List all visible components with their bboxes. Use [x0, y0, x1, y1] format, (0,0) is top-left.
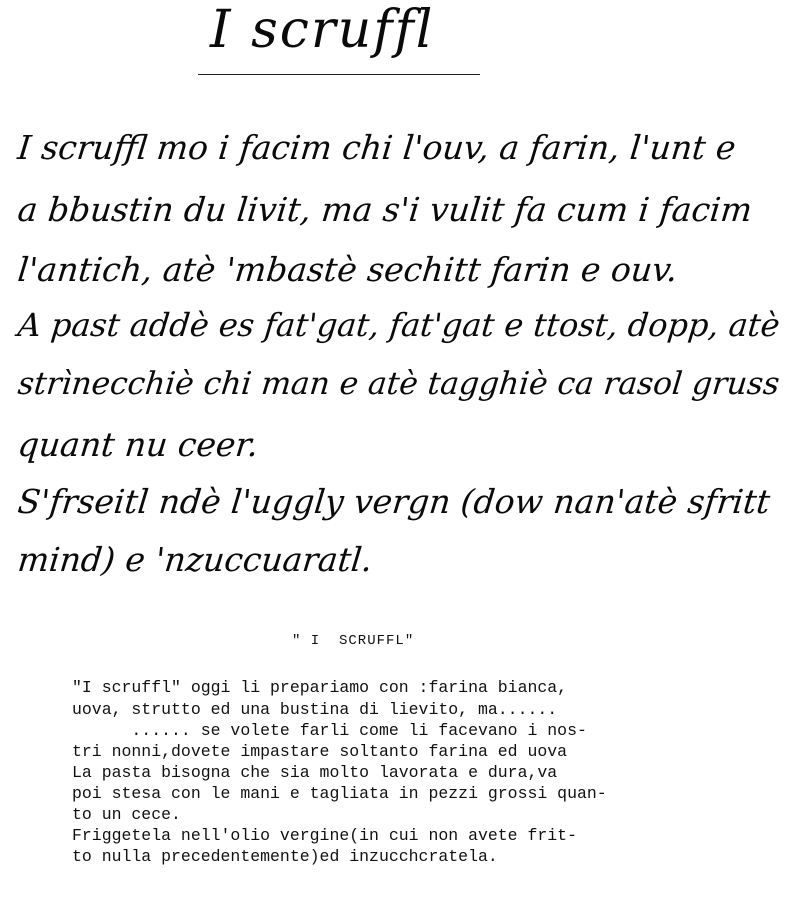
handwritten-line: quant nu ceer.	[15, 425, 261, 464]
typed-line: to nulla precedentemente)ed inzucchcratela.	[72, 847, 498, 866]
typed-line: "I scruffl" oggi li prepariamo con :farina bianca,	[72, 678, 568, 697]
handwritten-line: mind) e 'nzuccuaratl.	[15, 540, 375, 579]
handwritten-title: I scruffl	[210, 0, 435, 60]
handwritten-line: l'antich, atè 'mbastè sechitt farin e ouv.	[15, 250, 680, 289]
typed-line: uova, strutto ed una bustina di lievito, ma......	[72, 700, 558, 719]
handwritten-line: A past addè es fat'gat, fat'gat e ttost, dopp, atè	[16, 306, 782, 344]
typed-line: to un cece.	[72, 805, 181, 824]
typed-title: " I SCRUFFL"	[292, 633, 415, 649]
typed-line: Friggetela nell'olio vergine(in cui non avete frit-	[72, 826, 577, 845]
typed-line: tri nonni,dovete impastare soltanto farina ed uova	[72, 742, 568, 761]
typed-line: poi stesa con le mani e tagliata in pezzi grossi quan-	[72, 784, 607, 803]
handwritten-line: strìnecchiè chi man e atè tagghiè ca rasol gruss	[16, 366, 782, 402]
handwritten-line: a bbustin du livit, ma s'i vulit fa cum i facim	[15, 190, 755, 229]
typed-line: ...... se volete farli come li facevano i nos-	[72, 721, 587, 740]
title-underline	[198, 74, 480, 75]
handwritten-line: S'frseitl ndè l'uggly vergn (dow nan'atè sfritt	[15, 482, 772, 521]
typed-line: La pasta bisogna che sia molto lavorata e dura,va	[72, 763, 558, 782]
handwritten-line: I scruffl mo i facim chi l'ouv, a farin, l'unt e	[15, 128, 738, 167]
